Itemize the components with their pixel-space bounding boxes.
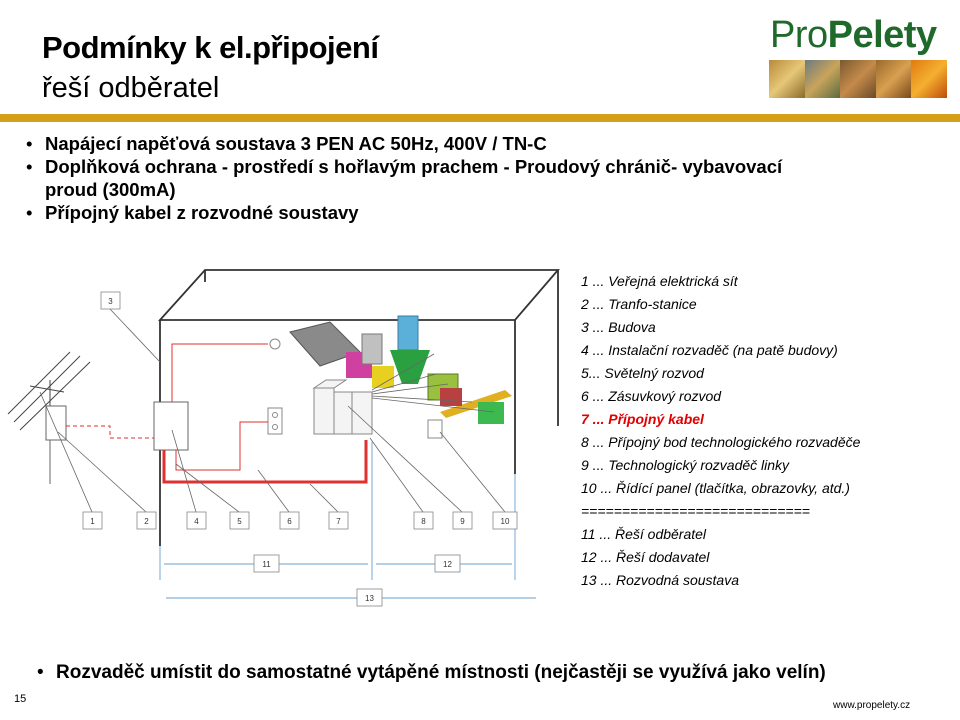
- legend-item: 3 ... Budova: [581, 319, 656, 335]
- callout-4: 4: [194, 517, 199, 526]
- callout-7: 7: [336, 517, 341, 526]
- legend-item: 11 ... Řeší odběratel: [581, 526, 707, 542]
- callout-11: 11: [262, 560, 271, 569]
- bullet-item: • Doplňková ochrana - prostředí s hořlavým prachem - Proudový chránič- vybavovací proud (300mA): [24, 155, 824, 201]
- callout-3: 3: [108, 297, 113, 306]
- page-number: 15: [14, 693, 27, 705]
- legend-item: 13 ... Rozvodná soustava: [581, 572, 739, 588]
- slide-title: Podmínky k el.připojení: [42, 30, 379, 65]
- legend-item: 8 ... Přípojný bod technologického rozvaděče: [581, 434, 861, 450]
- callout-13: 13: [365, 594, 374, 603]
- transformer-station: [46, 406, 66, 440]
- legend-item: 10 ... Řídící panel (tlačítka, obrazovky, atd.): [581, 480, 850, 496]
- callout-9: 9: [460, 517, 465, 526]
- legend-item: 5... Světelný rozvod: [581, 365, 704, 381]
- callout-5: 5: [237, 517, 242, 526]
- accent-bar: [0, 114, 960, 122]
- legend-item: 2 ... Tranfo-stanice: [581, 296, 697, 312]
- diagram-legend: [581, 270, 860, 592]
- callout-1: 1: [90, 517, 95, 526]
- callout-10: 10: [500, 517, 510, 526]
- technology-cabinets: [314, 380, 372, 434]
- bottom-bullet: • Rozvaděč umístit do samostatné vytápěné místnosti (nejčastěji se využívá jako velín): [35, 660, 936, 685]
- installation-board: [154, 402, 188, 450]
- legend-item: 4 ... Instalační rozvaděč (na patě budovy): [581, 342, 838, 358]
- bullet-list: [24, 132, 824, 224]
- light-icon: [270, 339, 280, 349]
- legend-item: 12 ... Řeší dodavatel: [581, 549, 710, 565]
- legend-item-highlighted: 7 ... Přípojný kabel: [581, 411, 704, 427]
- callout-12: 12: [443, 560, 452, 569]
- legend-item: 9 ... Technologický rozvaděč linky: [581, 457, 790, 473]
- bullet-item: • Napájecí napěťová soustava 3 PEN AC 50Hz, 400V / TN-C: [24, 132, 824, 155]
- footer-url: www.propelety.cz: [833, 700, 911, 711]
- bullet-item: • Přípojný kabel z rozvodné soustavy: [24, 201, 824, 224]
- socket-icon: [268, 408, 282, 434]
- callout-6: 6: [287, 517, 292, 526]
- callout-2: 2: [144, 517, 149, 526]
- logo-text: ProPelety: [770, 14, 937, 56]
- logo-photo-strip: [769, 60, 947, 98]
- legend-item: 6 ... Zásuvkový rozvod: [581, 388, 722, 404]
- legend-separator: ============================: [581, 503, 810, 519]
- control-panel: [428, 420, 442, 438]
- propelety-logo: [768, 14, 948, 100]
- slide-subtitle: řeší odběratel: [42, 72, 220, 104]
- callout-8: 8: [421, 517, 426, 526]
- connection-diagram: [0, 262, 580, 612]
- legend-item: 1 ... Veřejná elektrická sít: [581, 273, 738, 289]
